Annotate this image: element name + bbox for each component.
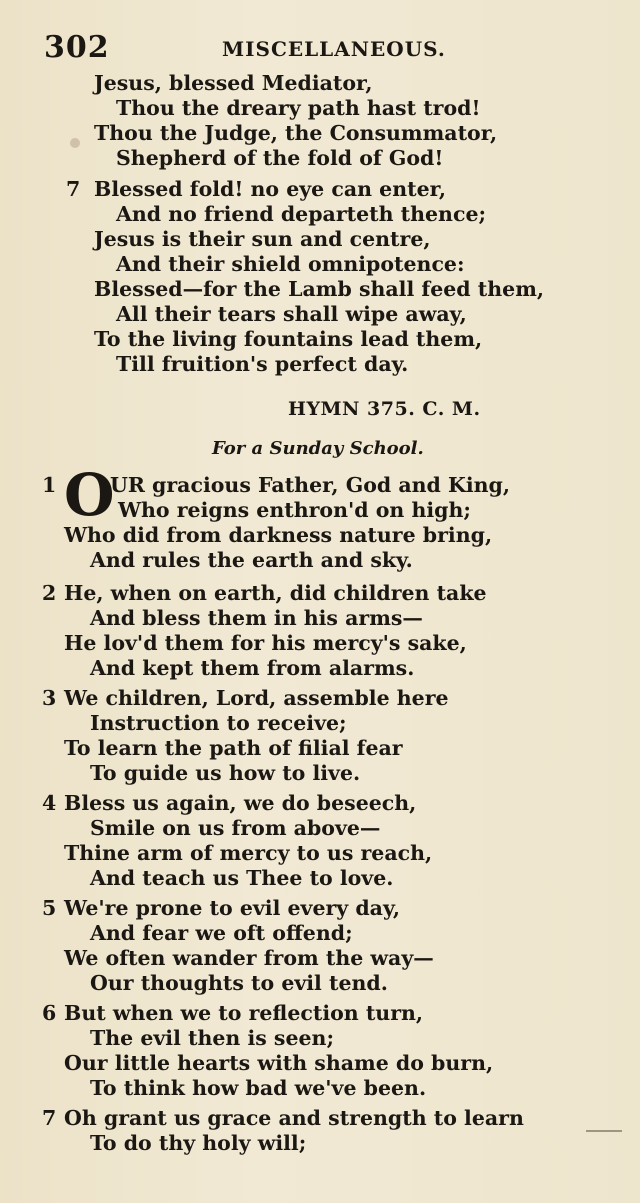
verse-line: The evil then is seen; [90,1026,335,1050]
hymn-subtitle: For a Sunday School. [212,438,424,459]
running-head: MISCELLANEOUS. [222,37,446,61]
verse-line: Blessed fold! no eye can enter, [94,177,447,201]
verse-line: Blessed—for the Lamb shall feed them, [94,277,545,301]
verse-line: To think how bad we've been. [90,1076,427,1100]
stanza-number: 3 [42,686,57,710]
stanza-number: 7 [66,177,81,201]
verse-line: Bless us again, we do beseech, [64,791,417,815]
verse-line: We children, Lord, assemble here [64,686,449,710]
verse-line: Who did from darkness nature bring, [64,523,493,547]
verse-line: To do thy holy will; [90,1131,307,1155]
verse-line: And kept them from alarms. [90,656,415,680]
verse-line: And no friend departeth thence; [116,202,487,226]
verse-line: Oh grant us grace and strength to learn [64,1106,524,1130]
verse-line: Jesus is their sun and centre, [94,227,431,251]
stanza-number: 6 [42,1001,57,1025]
verse-line: To the living fountains lead them, [94,327,483,351]
verse-line: UR gracious Father, God and King, [110,473,511,497]
verse-line: Thou the dreary path hast trod! [116,96,481,120]
stanza-number: 7 [42,1106,57,1130]
verse-line: And fear we oft offend; [90,921,353,945]
stanza-number: 5 [42,896,57,920]
verse-line: Till fruition's perfect day. [116,352,409,376]
verse-line: To learn the path of filial fear [64,736,403,760]
edge-mark [586,1130,622,1132]
verse-line: And their shield omnipotence: [116,252,465,276]
verse-line: Who reigns enthron'd on high; [118,498,471,522]
verse-line: He, when on earth, did children take [64,581,487,605]
hymn-title: HYMN 375. C. M. [288,398,481,420]
verse-line: And teach us Thee to love. [90,866,394,890]
drop-cap: O [64,461,115,529]
verse-line: Our thoughts to evil tend. [90,971,388,995]
verse-line: He lov'd them for his mercy's sake, [64,631,467,655]
verse-line: Shepherd of the fold of God! [116,146,444,170]
verse-line: We often wander from the way— [64,946,434,970]
verse-line: Our little hearts with shame do burn, [64,1051,494,1075]
verse-line: Thou the Judge, the Consummator, [94,121,498,145]
page-number: 302 [44,30,110,65]
verse-line: And bless them in his arms— [90,606,423,630]
page-header [44,30,604,66]
verse-line: Instruction to receive; [90,711,347,735]
verse-line: We're prone to evil every day, [64,896,401,920]
ink-smudge [70,138,80,148]
verse-line: But when we to reflection turn, [64,1001,424,1025]
verse-line: To guide us how to live. [90,761,361,785]
stanza-number: 1 [42,473,57,497]
verse-line: Jesus, blessed Mediator, [94,71,373,95]
stanza-number: 4 [42,791,57,815]
verse-line: And rules the earth and sky. [90,548,413,572]
verse-line: Smile on us from above— [90,816,381,840]
verse-line: Thine arm of mercy to us reach, [64,841,433,865]
stanza-number: 2 [42,581,57,605]
verse-line: All their tears shall wipe away, [116,302,467,326]
